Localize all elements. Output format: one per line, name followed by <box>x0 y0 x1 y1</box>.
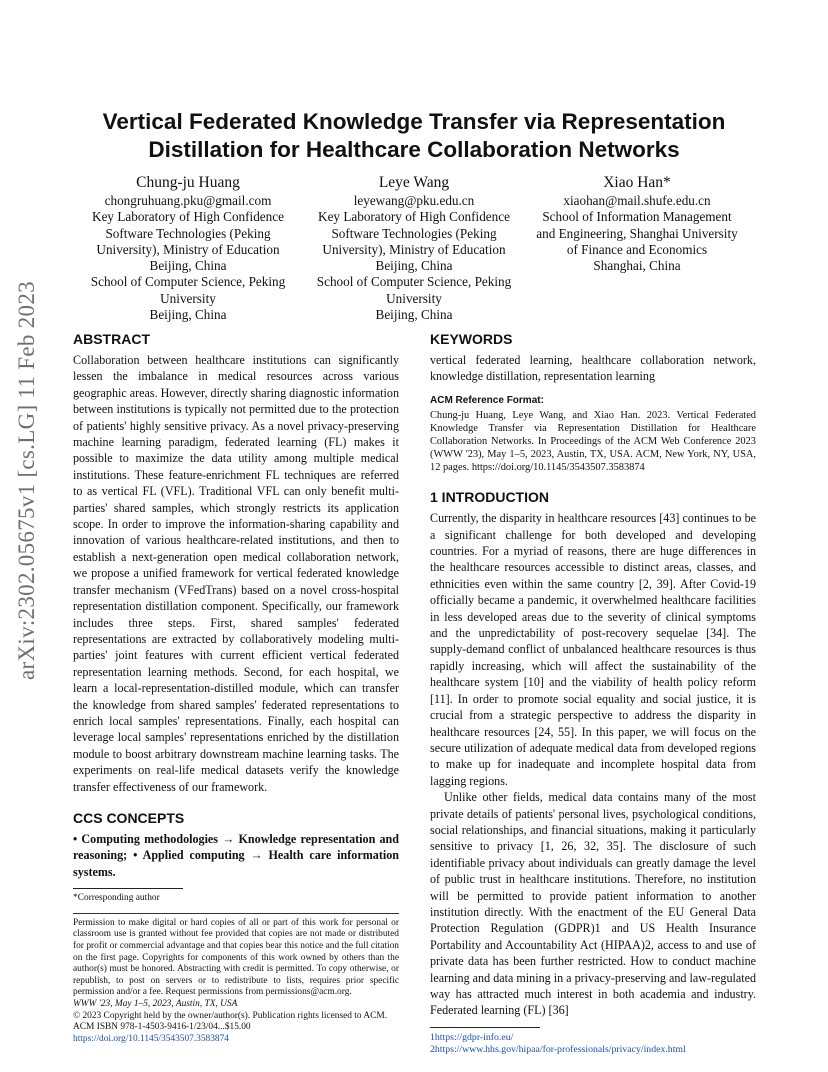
affiliation-line: University <box>386 290 442 306</box>
footnote-rule <box>73 888 183 889</box>
author-email: leyewang@pku.edu.cn <box>353 193 475 208</box>
affiliation-line: and Engineering, Shanghai University <box>536 225 738 241</box>
footnote-1[interactable]: 1https://gdpr-info.eu/ <box>430 1031 514 1043</box>
author-block-2 <box>301 173 527 323</box>
author-email: xiaohan@mail.shufe.edu.cn <box>563 193 711 208</box>
author-email: chongruhuang.pku@gmail.com <box>104 193 272 208</box>
keywords-text: vertical federated learning, healthcare collaboration network, knowledge distillation, representation learning <box>430 353 756 384</box>
right-column <box>430 330 756 1056</box>
footnote-2[interactable]: 2https://www.hhs.gov/hipaa/for-professionals/privacy/index.html <box>430 1043 686 1055</box>
affiliation-line: Key Laboratory of High Confidence <box>318 209 510 225</box>
affiliation-line: Key Laboratory of High Confidence <box>92 209 284 225</box>
affiliation-line: Software Technologies (Peking <box>331 225 497 241</box>
arxiv-identifier: arXiv:2302.05675v1 [cs.LG] 11 Feb 2023 <box>14 281 39 680</box>
affiliation-line: of Finance and Economics <box>566 241 708 257</box>
copyright-line: © 2023 Copyright held by the owner/author(s). Publication rights licensed to ACM. <box>73 1010 388 1021</box>
affiliation-line: Beijing, China <box>149 307 227 323</box>
isbn-line: ACM ISBN 978-1-4503-9416-1/23/04...$15.00 <box>73 1022 251 1033</box>
author-block-3 <box>524 173 750 274</box>
intro-paragraph-2: Unlike other fields, medical data contains many of the most private details of patients' personal lives, psychological conditions, social relationships, and financial situations, making it particularly sensitive to privacy [1, 26, 32, 35]. The disclosure of such identifiable privacy about individuals can greatly damage the level of public trust in healthcare institutions. Therefore, no institution will be permitted to provide patient information to another institution directly. With the enactment of the EU General Data Protection Regulation (GDPR)1 and US Health Insurance Portability and Accountability Act (HIPAA)2, access to and use of private data has been further restricted. How to conduct machine learning and data mining in a privacy-preserving and law-regulated way has attracted much interest in both academia and industry. Federated learning (FL) [36] <box>430 790 756 1018</box>
ccs-heading: CCS CONCEPTS <box>73 809 185 826</box>
doi-link[interactable]: https://doi.org/10.1145/3543507.3583874 <box>73 1033 229 1044</box>
abstract-heading: ABSTRACT <box>73 331 150 347</box>
intro-paragraph-1: Currently, the disparity in healthcare resources [43] continues to be a significant challenge for both developed and developing countries. For a myriad of reasons, there are huge differences in the healthcare resources accessible to distinct areas, classes, and ethnicities even within the same country [2, 39]. After Covid-19 officially became a pandemic, it overwhelmed healthcare facilities in less developed areas due to the severity of clinical symptoms and the unpredictability of post-recovery sequelae [34]. The supply-demand conflict of unbalanced healthcare resources is thus rapidly increasing, which will affect the sustainability of the healthcare system [10] and the viability of health policy reform [11]. In order to promote social equality and social justice, it is crucial from a strategic perspective to address the disparity in healthcare resources [24, 55]. In this paper, we will focus on the secure utilization of adequate medical data from developed regions to make up for inadequate and incomplete hospital data from lagging regions. <box>430 511 756 788</box>
acm-reference-text: Chung-ju Huang, Leye Wang, and Xiao Han. 2023. Vertical Federated Knowledge Transfer via Representation Distillation for Healthcare Collaboration Networks. In Proceedings of the ACM Web Conference 2023 (WWW '23), May 1–5, 2023, Austin, TX, USA. ACM, New York, NY, USA, 12 pages. https://doi.org/10.1145/3543507.3583874 <box>430 410 756 474</box>
affiliation-line: Beijing, China <box>149 258 227 274</box>
author-name: Leye Wang <box>378 174 450 191</box>
author-block-1 <box>75 173 301 323</box>
footnote-rule-right <box>430 1027 540 1028</box>
affiliation-line: University), Ministry of Education <box>96 241 280 257</box>
affiliation-line: School of Computer Science, Peking <box>316 274 512 290</box>
introduction-heading: 1 INTRODUCTION <box>430 489 549 506</box>
abstract-text: Collaboration between healthcare institutions can significantly lessen the imbalance in medical resources across various geographic areas. However, directly sharing diagnostic information between institutions is typically not permitted due to the protection of patients' highly sensitive privacy. As a novel privacy-preserving machine learning paradigm, federated learning (FL) makes it possible to maximize the data utility among multiple medical institutions. These feature-enrichment FL techniques are referred to as vertical FL (VFL). Traditional VFL can only benefit multi-parties' shared samples, which strongly restricts its application scope. In order to improve the information-sharing capability and innovation of various healthcare-related institutions, and then to establish a next-generation open medical collaboration network, we propose a unified framework for vertical federated knowledge transfer mechanism (VFedTrans) based on a novel cross-hospital representation distillation component. Specifically, our framework includes three steps. First, shared samples' federated representations are extracted by collaboratively modeling multi-parties' joint features with current efficient vertical federated representation learning methods. Second, for each hospital, we learn a local-representation-distilled module, which can transfer the knowledge from shared samples' federated representations to enrich local samples' representations. Finally, each hospital can leverage local samples' representations enriched by the distillation module to boost arbitrary downstream machine learning tasks. The experiments on real-life medical datasets verify the knowledge transfer effectiveness of our framework. <box>73 353 399 794</box>
paper-title: Vertical Federated Knowledge Transfer via Representation Distillation for Healthcare Collaboration Networks <box>102 109 726 162</box>
permission-text: Permission to make digital or hard copies of all or part of this work for personal or classroom use is granted without fee provided that copies are not made or distributed for profit or commercial advantage and that copies bear this notice and the full citation on the first page. Copyrights for components of this work owned by others than the author(s) must be honored. Abstracting with credit is permitted. To copy otherwise, or republish, to post on servers or to redistribute to lists, requires prior specific permission and/or a fee. Request permissions from permissions@acm.org. <box>73 917 399 998</box>
affiliation-line: Beijing, China <box>375 307 453 323</box>
acm-reference-heading: ACM Reference Format: <box>430 394 544 406</box>
affiliation-line: School of Computer Science, Peking <box>90 274 286 290</box>
affiliation-line: Shanghai, China <box>593 258 681 274</box>
affiliation-line: University <box>160 290 216 306</box>
affiliation-line: Software Technologies (Peking <box>105 225 271 241</box>
permission-block <box>73 913 399 1046</box>
affiliation-line: University), Ministry of Education <box>322 241 506 257</box>
affiliation-line: School of Information Management <box>542 209 732 225</box>
ccs-text: • Computing methodologies → Knowledge representation and reasoning; • Applied computing → Health care information systems. <box>73 831 399 879</box>
corresponding-author-note: *Corresponding author <box>73 893 160 904</box>
affiliation-line: Beijing, China <box>375 258 453 274</box>
left-column <box>73 330 399 1045</box>
conference-line: WWW '23, May 1–5, 2023, Austin, TX, USA <box>73 998 238 1009</box>
author-name: Xiao Han* <box>603 174 671 191</box>
keywords-heading: KEYWORDS <box>430 331 513 347</box>
author-name: Chung-ju Huang <box>136 174 240 191</box>
